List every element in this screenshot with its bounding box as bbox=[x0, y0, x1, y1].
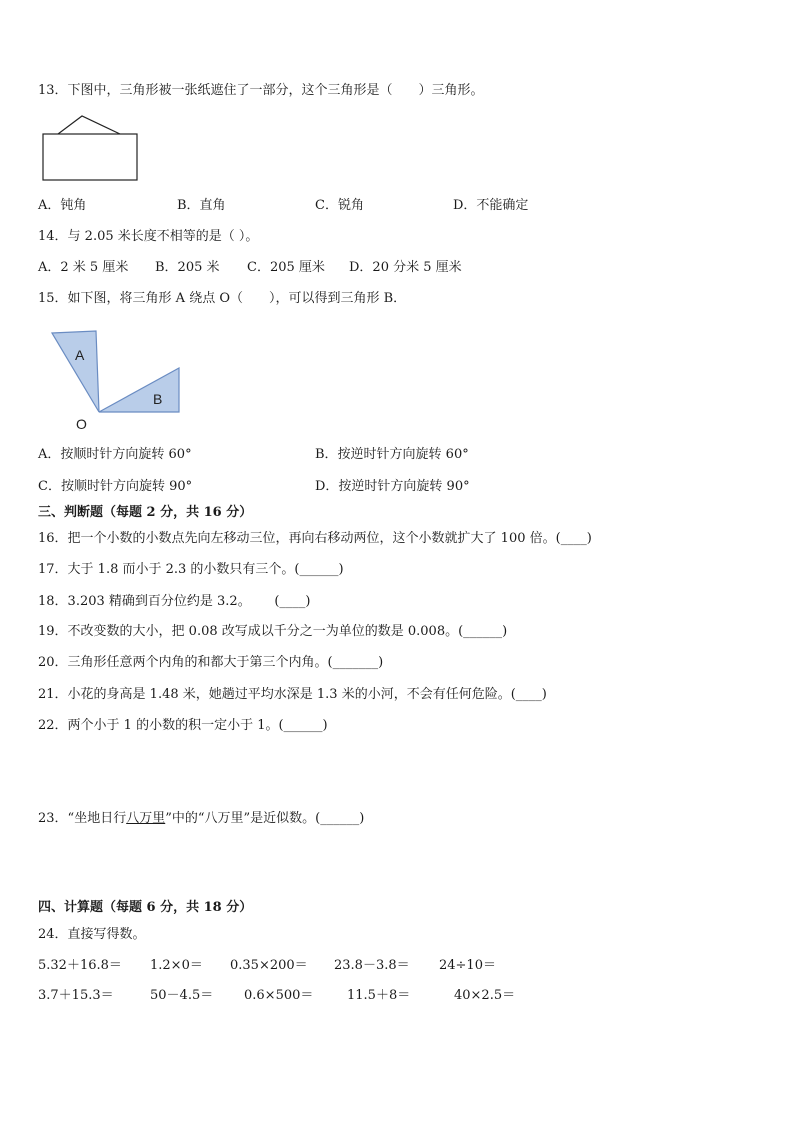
label-o: O bbox=[76, 416, 87, 432]
q15-option-d: D．按逆时针方向旋转 90° bbox=[315, 479, 470, 494]
triangle-b bbox=[99, 368, 179, 412]
q13-option-c: C．锐角 bbox=[315, 198, 364, 213]
q14-option-c: C．205 厘米 bbox=[247, 260, 325, 275]
calc-item: 50－4.5＝ bbox=[150, 988, 214, 1003]
judge-item-19: 19．不改变数的大小，把 0.08 改写成以千分之一为单位的数是 0.008。(______) bbox=[38, 624, 508, 639]
judge-item-18: 18．3.203 精确到百分位约是 3.2。 (____) bbox=[38, 594, 311, 609]
q15-option-b: B．按逆时针方向旋转 60° bbox=[315, 447, 469, 462]
q15-rotation-figure bbox=[40, 322, 190, 434]
calc-item: 40×2.5＝ bbox=[454, 988, 516, 1003]
covering-paper bbox=[43, 134, 137, 180]
calc-item: 0.6×500＝ bbox=[244, 988, 314, 1003]
calc-item: 0.35×200＝ bbox=[230, 958, 308, 973]
calc-item: 23.8－3.8＝ bbox=[334, 958, 410, 973]
judge-item-23 bbox=[38, 811, 364, 827]
label-a: A bbox=[75, 347, 85, 363]
calc-item: 1.2×0＝ bbox=[150, 958, 203, 973]
label-b: B bbox=[153, 391, 163, 407]
section4-title: 四、计算题（每题 6 分，共 18 分） bbox=[38, 900, 253, 915]
q13-figure bbox=[40, 112, 142, 184]
calc-item: 24÷10＝ bbox=[439, 958, 496, 973]
q15-stem: 15．如下图，将三角形 A 绕点 O（ ），可以得到三角形 B． bbox=[38, 291, 407, 306]
triangle-a bbox=[52, 331, 99, 412]
q15-option-a: A．按顺时针方向旋转 60° bbox=[38, 447, 192, 462]
judge-item-20: 20．三角形任意两个内角的和都大于第三个内角。(_______) bbox=[38, 655, 384, 670]
calc-item: 11.5＋8＝ bbox=[347, 988, 411, 1003]
judge-item-17: 17．大于 1.8 而小于 2.3 的小数只有三个。(______) bbox=[38, 562, 344, 577]
q23-underlined: 八万里 bbox=[126, 811, 166, 826]
judge-item-21: 21．小花的身高是 1.48 米，她趟过平均水深是 1.3 米的小河，不会有任何危险。(____) bbox=[38, 687, 547, 702]
q13-stem: 13．下图中，三角形被一张纸遮住了一部分，这个三角形是（ ）三角形。 bbox=[38, 83, 484, 98]
q13-option-d: D．不能确定 bbox=[453, 198, 529, 213]
q14-option-d: D．20 分米 5 厘米 bbox=[349, 260, 462, 275]
judge-item-22: 22．两个小于 1 的小数的积一定小于 1。(______) bbox=[38, 718, 328, 733]
q24-stem: 24．直接写得数。 bbox=[38, 927, 146, 942]
calc-item: 3.7＋15.3＝ bbox=[38, 988, 114, 1003]
q15-option-c: C．按顺时针方向旋转 90° bbox=[38, 479, 193, 494]
judge-item-16: 16．把一个小数的小数点先向左移动三位，再向右移动两位，这个小数就扩大了 100 倍。(____) bbox=[38, 531, 592, 546]
q23-pre: 23．“坐地日行 bbox=[38, 811, 127, 826]
q14-stem: 14．与 2.05 米长度不相等的是（ ）。 bbox=[38, 229, 259, 244]
section3-title: 三、判断题（每题 2 分，共 16 分） bbox=[38, 505, 253, 520]
q14-option-a: A．2 米 5 厘米 bbox=[38, 260, 129, 275]
q23-post: ”中的“八万里”是近似数。(______) bbox=[165, 811, 365, 826]
calc-item: 5.32＋16.8＝ bbox=[38, 958, 122, 973]
q13-option-a: A．钝角 bbox=[38, 198, 87, 213]
hidden-triangle-top bbox=[58, 116, 120, 134]
q13-option-b: B．直角 bbox=[177, 198, 226, 213]
q14-option-b: B．205 米 bbox=[155, 260, 220, 275]
